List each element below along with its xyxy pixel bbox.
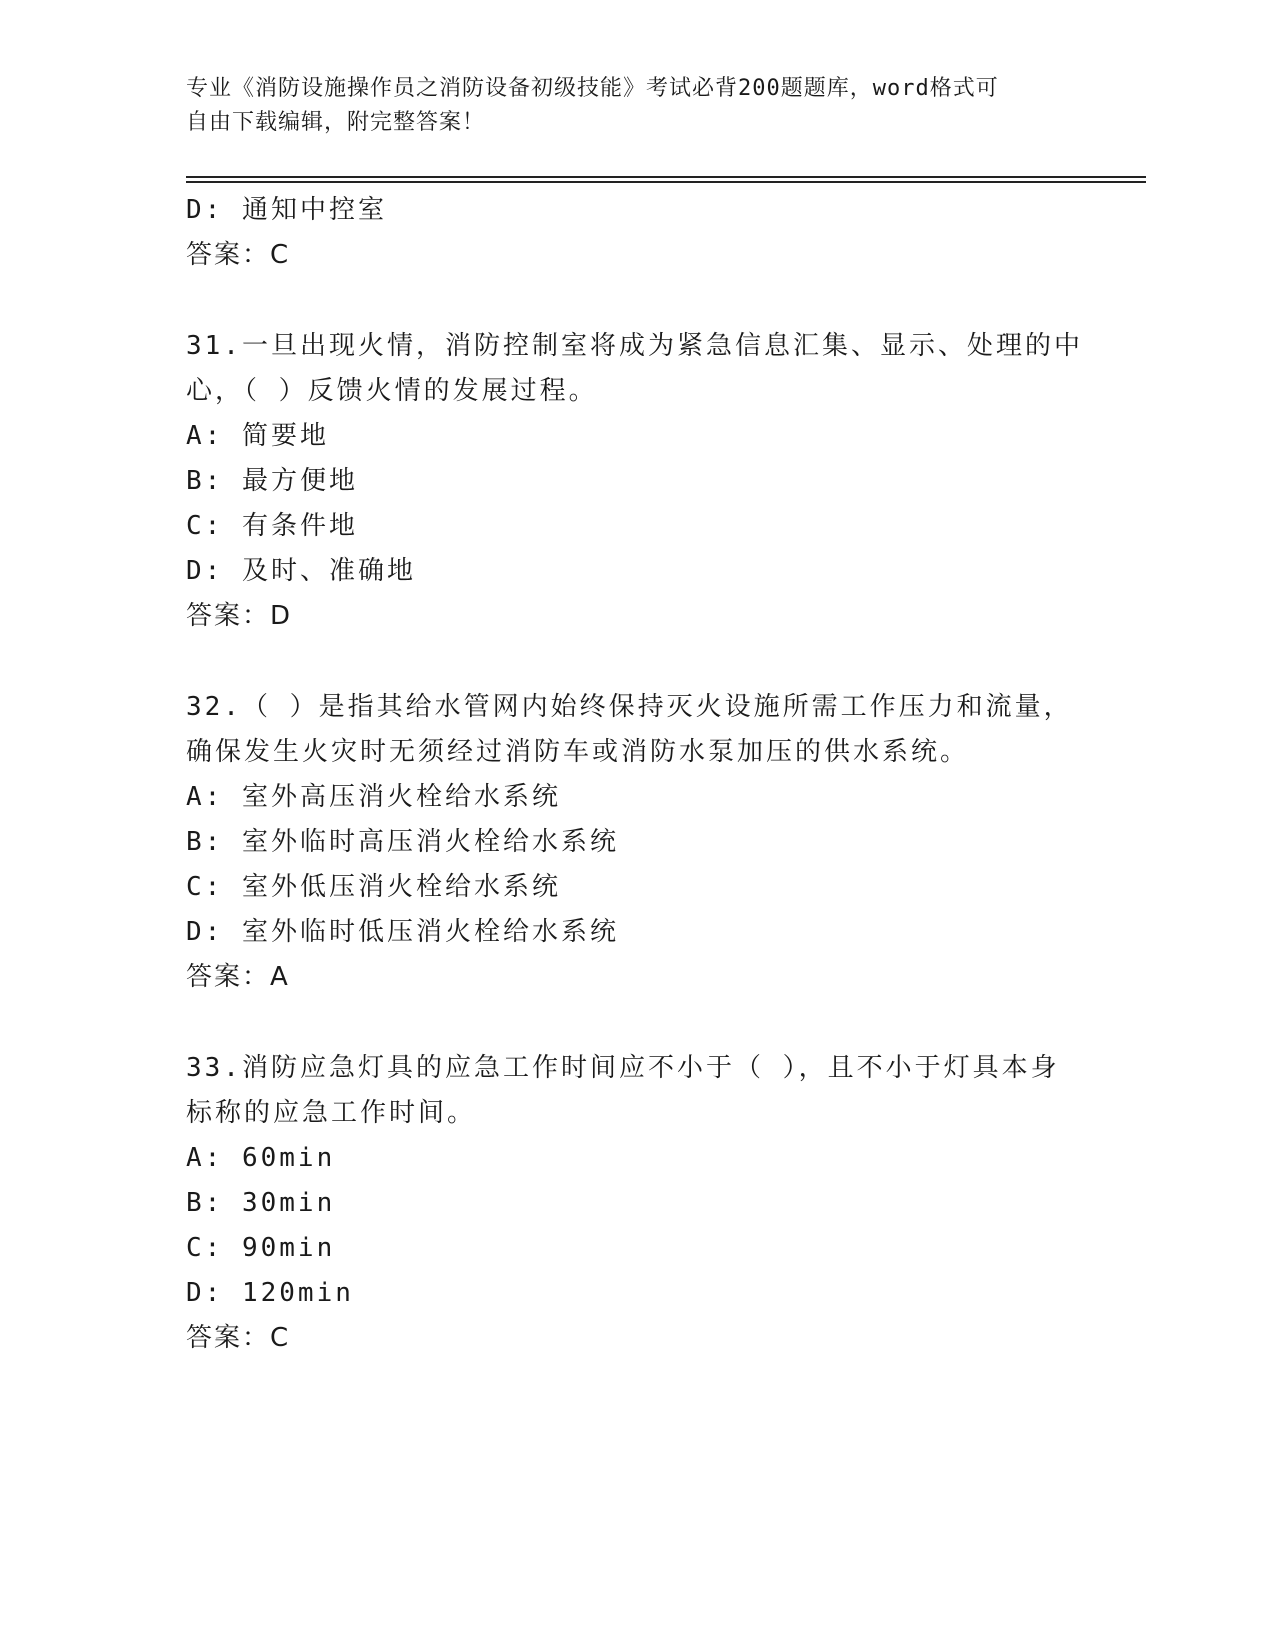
answer-line: 答案：A (186, 962, 290, 992)
question-stem-line-2: 标称的应急工作时间。 (186, 1098, 477, 1128)
question-stem-line-2: 确保发生火灾时无须经过消防车或消防水泵加压的供水系统。 (186, 737, 970, 767)
header-divider-top (186, 176, 1146, 178)
header-title-line-2: 自由下载编辑，附完整答案！ (186, 110, 486, 135)
question-spacer (186, 639, 1086, 685)
question-stem-line-1: 31.一旦出现火情，消防控制室将成为紧急信息汇集、显示、处理的中 (186, 331, 1083, 361)
answer-line: 答案：D (186, 601, 293, 631)
question-stem-line-1: 33.消防应急灯具的应急工作时间应不小于（ ），且不小于灯具本身 (186, 1053, 1060, 1083)
option-b: B: 室外临时高压消火栓给水系统 (186, 827, 619, 857)
question-spacer (186, 1000, 1086, 1046)
option-a: A: 室外高压消火栓给水系统 (186, 782, 561, 812)
question-list (186, 188, 1086, 1361)
header-divider-bottom (186, 181, 1146, 183)
question-stem-line-2: 心，（ ）反馈火情的发展过程。 (186, 376, 598, 406)
question-31 (186, 324, 1086, 639)
question-spacer (186, 278, 1086, 324)
page-header (186, 72, 1086, 140)
option-d: D: 室外临时低压消火栓给水系统 (186, 917, 619, 947)
answer-line: 答案：C (186, 240, 291, 270)
option-d: D: 通知中控室 (186, 195, 387, 225)
option-d: D: 120min (186, 1278, 354, 1308)
option-d: D: 及时、准确地 (186, 556, 416, 586)
question-stem-line-1: 32.（ ）是指其给水管网内始终保持灭火设施所需工作压力和流量， (186, 692, 1073, 722)
answer-line: 答案：C (186, 1323, 291, 1353)
option-a: A: 60min (186, 1143, 336, 1173)
option-c: C: 有条件地 (186, 511, 358, 541)
option-c: C: 室外低压消火栓给水系统 (186, 872, 561, 902)
option-b: B: 最方便地 (186, 466, 358, 496)
option-b: B: 30min (186, 1188, 336, 1218)
header-title-line-1: 专业《消防设施操作员之消防设备初级技能》考试必背200题题库，word格式可 (186, 76, 999, 101)
question-30-tail (186, 188, 1086, 278)
question-32 (186, 685, 1086, 1000)
question-33 (186, 1046, 1086, 1361)
option-a: A: 简要地 (186, 421, 329, 451)
option-c: C: 90min (186, 1233, 336, 1263)
